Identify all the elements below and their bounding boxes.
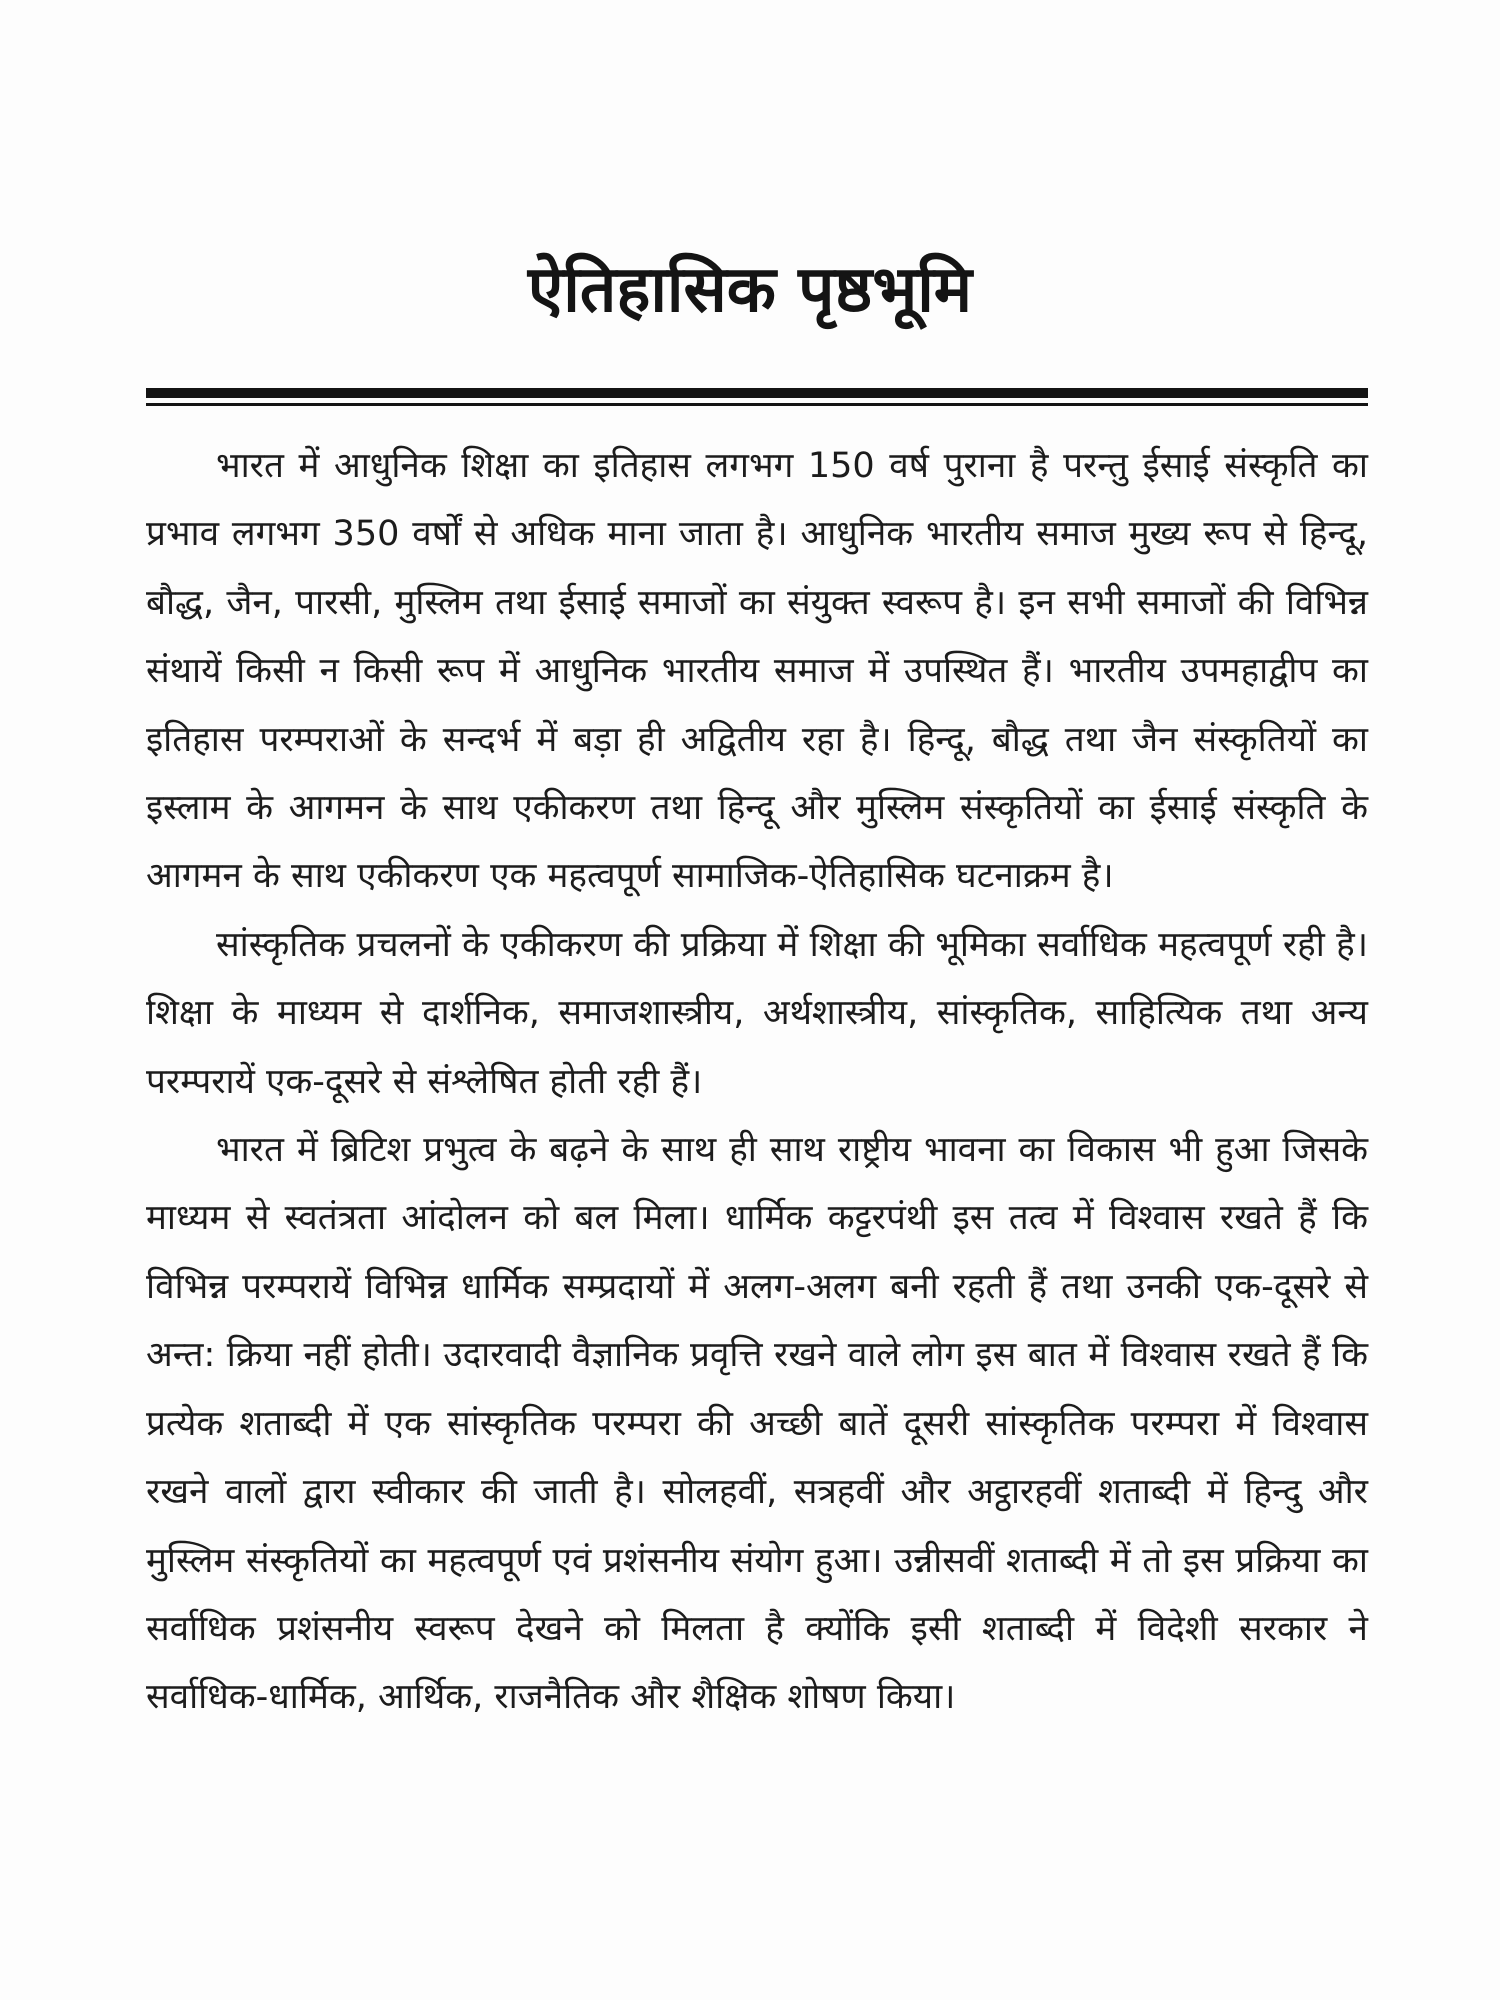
heading-rule-thick (146, 388, 1368, 398)
paragraph: सांस्कृतिक प्रचलनों के एकीकरण की प्रक्रिया में शिक्षा की भूमिका सर्वाधिक महत्वपूर्ण रही है। शिक्षा के माध्यम से दार्शनिक, समाजशास्त्रीय, अर्थशास्त्रीय, सांस्कृतिक, साहित्यिक तथा अन्य परम्परायें एक-दूसरे से संश्लेषित होती रही हैं। (146, 924, 1368, 1102)
paragraph: भारत में आधुनिक शिक्षा का इतिहास लगभग 150 वर्ष पुराना है परन्तु ईसाई संस्कृति का प्रभाव लगभग 350 वर्षों से अधिक माना जाता है। आधुनिक भारतीय समाज मुख्य रूप से हिन्दू, बौद्ध, जैन, पारसी, मुस्लिम तथा ईसाई समाजों का संयुक्त स्वरूप है। इन सभी समाजों की विभिन्न संथायें किसी न किसी रूप में आधुनिक भारतीय समाज में उपस्थित हैं। भारतीय उपमहाद्वीप का इतिहास परम्पराओं के सन्दर्भ में बड़ा ही अद्वितीय रहा है। हिन्दू, बौद्ध तथा जैन संस्कृतियों का इस्लाम के आगमन के साथ एकीकरण तथा हिन्दू और मुस्लिम संस्कृतियों का ईसाई संस्कृति के आगमन के साथ एकीकरण एक महत्वपूर्ण सामाजिक-ऐतिहासिक घटनाक्रम है। (146, 446, 1368, 897)
chapter-heading: ऐतिहासिक पृष्ठभूमि (527, 253, 973, 327)
paragraph: भारत में ब्रिटिश प्रभुत्व के बढ़ने के साथ ही साथ राष्ट्रीय भावना का विकास भी हुआ जिसके माध्यम से स्वतंत्रता आंदोलन को बल मिला। धार्मिक कट्टरपंथी इस तत्व में विश्वास रखते हैं कि विभिन्न परम्परायें विभिन्न धार्मिक सम्प्रदायों में अलग-अलग बनी रहती हैं तथा उनकी एक-दूसरे से अन्त: क्रिया नहीं होती। उदारवादी वैज्ञानिक प्रवृत्ति रखने वाले लोग इस बात में विश्वास रखते हैं कि प्रत्येक शताब्दी में एक सांस्कृतिक परम्परा की अच्छी बातें दूसरी सांस्कृतिक परम्परा में विश्वास रखने वालों द्वारा स्वीकार की जाती है। सोलहवीं, सत्रहवीं और अट्ठारहवीं शताब्दी में हिन्दु और मुस्लिम संस्कृतियों का महत्वपूर्ण एवं प्रशंसनीय संयोग हुआ। उन्नीसवीं शताब्दी में तो इस प्रक्रिया का सर्वाधिक प्रशंसनीय स्वरूप देखने को मिलता है क्योंकि इसी शताब्दी में विदेशी सरकार ने सर्वाधिक-धार्मिक, आर्थिक, राजनैतिक और शैक्षिक शोषण किया। (146, 1130, 1368, 1718)
body-text (146, 432, 1368, 1732)
heading-rule-thin (146, 403, 1368, 406)
